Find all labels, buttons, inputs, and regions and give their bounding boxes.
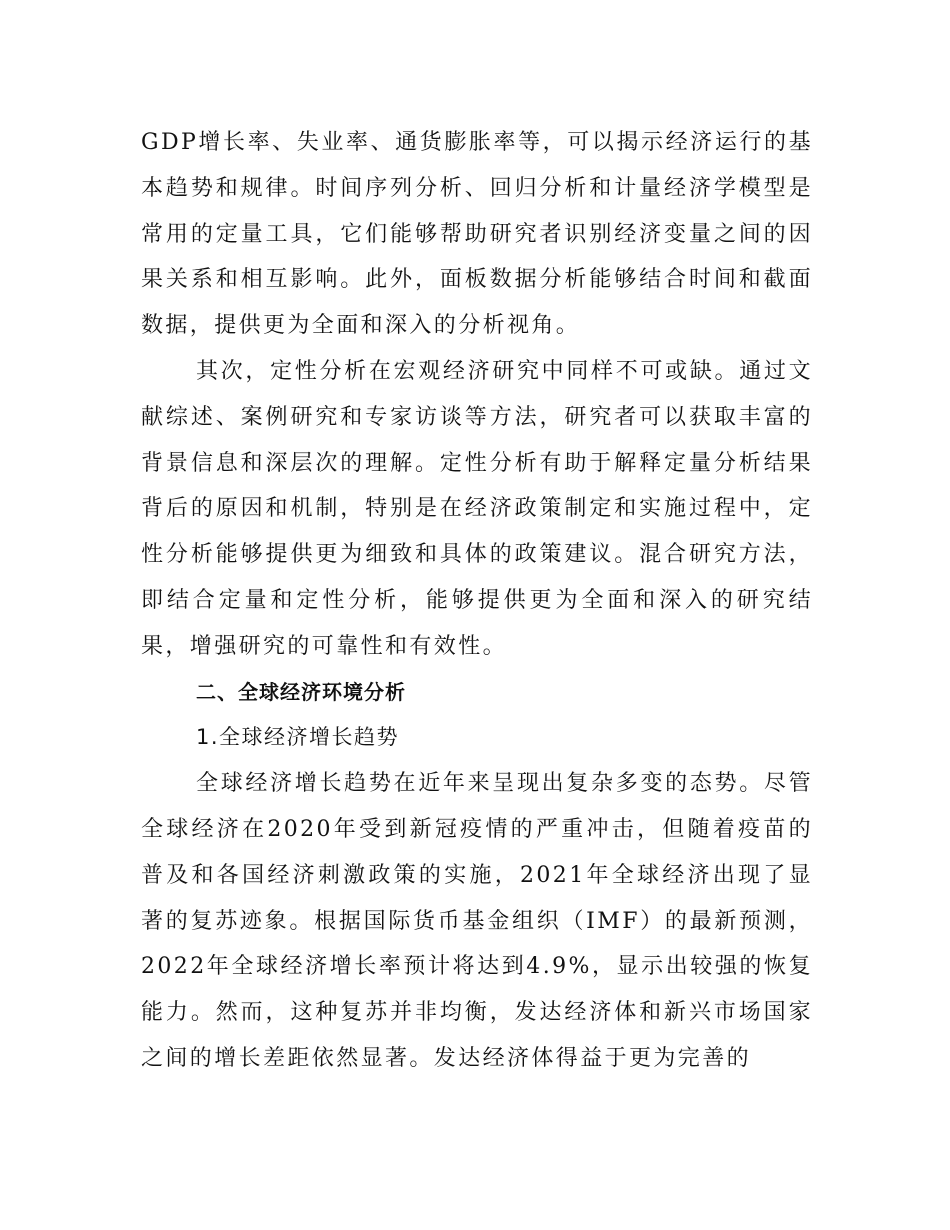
paragraph-growth-trend: 全球经济增长趋势在近年来呈现出复杂多变的态势。尽管全球经济在2020年受到新冠疫情的严重冲击，但随着疫苗的普及和各国经济刺激政策的实施，2021年全球经济出现了显著的复苏迹象。根据国际货币基金组织（IMF）的最新预测，2022年全球经济增长率预计将达到4.9%，显示出较强的恢复能力。然而，这种复苏并非均衡，发达经济体和新兴市场国家之间的增长差距依然显著。发达经济体得益于更为完善的	[141, 771, 813, 1071]
paragraph-qualitative-analysis: 其次，定性分析在宏观经济研究中同样不可或缺。通过文献综述、案例研究和专家访谈等方法，研究者可以获取丰富的背景信息和深层次的理解。定性分析有助于解释定量分析结果背后的原因和机制，特别是在经济政策制定和实施过程中，定性分析能够提供更为细致和具体的政策建议。混合研究方法，即结合定量和定性分析，能够提供更为全面和深入的研究结果，增强研究的可靠性和有效性。	[141, 358, 813, 659]
subsection-heading-growth-trend: 1.全球经济增长趋势	[196, 725, 400, 750]
section-heading-global-economy: 二、全球经济环境分析	[196, 679, 406, 704]
paragraph-quantitative-methods: GDP增长率、失业率、通货膨胀率等，可以揭示经济运行的基本趋势和规律。时间序列分析、回归分析和计量经济学模型是常用的定量工具，它们能够帮助研究者识别经济变量之间的因果关系和相互影响。此外，面板数据分析能够结合时间和截面数据，提供更为全面和深入的分析视角。	[141, 130, 813, 339]
document-body	[141, 120, 813, 1082]
